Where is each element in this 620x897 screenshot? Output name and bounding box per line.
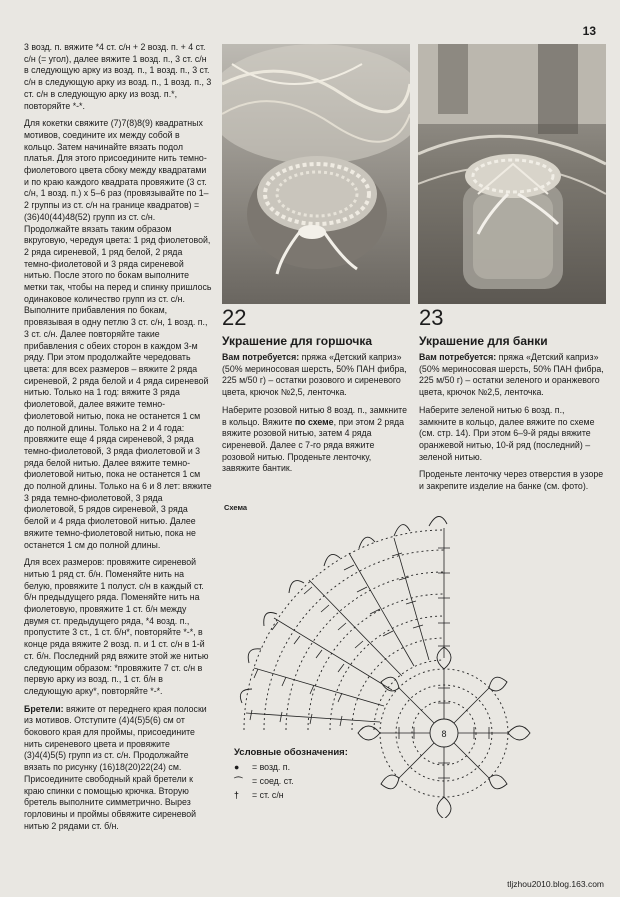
section-22-instr-a: Наберите розовой нитью 8 возд. п., замкните в кольцо. Вяжите [222,404,407,427]
legend-row [234,760,348,774]
chain-stitch-icon: ● [234,762,240,772]
straps-text: вяжите от переднего края полоски из мотивов. Отступите (4)4(5)5(6) см от бокового края для проймы, присоедините нить сиреневого цвета и провяжите (3)4(4)5(5) групп из ст. с/н. Продолжайте вязать по рисунку (16)18(20)22(24) см. Присоедините свободный край бретели к краю спинки с помощью крючка. Вторую бретель выполните симметрично. Вырез горловины и проймы обвяжите сиреневой нитью 2 рядами ст. б/н. [24,703,207,831]
section-22-instr-b: , при этом 2 ряда вяжите розовой нитью, затем 4 ряда сиреневой. Далее с 7-го ряда вяжите розовой нитью. Проденьте ленточку, завяжите бантик. [222,416,405,474]
legend-title: Условные обозначения: [234,747,348,758]
section-23-materials [419,352,604,399]
legend-row [234,788,348,802]
legend-text: = возд. п. [252,762,291,772]
section-23-instructions-2: Проденьте ленточку через отверстия в узоре и закрепите изделие на банке (см. фото). [419,469,604,492]
photo-pot-decoration [222,44,410,304]
diagram-legend [234,746,348,802]
section-23-text [419,352,604,499]
straps-heading: Бретели: [24,703,64,714]
section-23-materials-text: пряжа «Детский каприз» (50% мериносовая шерсть, 50% ПАН фибра, 225 м/50 г) – остатки зеленого и оранжевого цвета, крючок №2,5, ленточка. [419,352,604,398]
section-23-instructions-1: Наберите зеленой нитью 6 возд. п., замкните в кольцо, далее вяжите по схеме (см. стр. 14). При этом 6–9-й ряды вяжите оранжевой нитью, 10-й ряд (последний) – зеленой нитью. [419,404,595,462]
photo-jar-decoration [418,44,606,304]
paragraph-pattern-rows: 3 возд. п. вяжите *4 ст. с/н + 2 возд. п. + 4 ст. с/н (= угол), далее вяжите 1 возд. п., 3 ст. с/н в следующую арку из возд. п., 1 возд. п., 3 ст. с/н в следующую арку из возд. п., 1 возд. п., 3 ст. с/н в следующую арку из возд. п.*, повторяйте *-*. [24,42,212,111]
section-22-materials-label: Вам потребуется: [222,352,300,362]
section-23-materials-label: Вам потребуется: [419,352,497,362]
paragraph-all-sizes: Для всех размеров: провяжите сиреневой нитью 1 ряд ст. б/н. Поменяйте нить на белую, провяжите 1 полуст. с/н в каждый ст. б/н предыдущего ряда. Поменяйте нить на фиолетовую, провяжите 1 ст. б/н между двумя ст. предыдущего ряда, *4 возд. п., пропустите 3 ст., 1 ст. б/н*, повторяйте *-*, в конце ряда вяжите 2 возд. п. и 1 ст. с/н в 1-й ст. б/н. Последний ряд вяжите этой же нитью следующим образом: *провяжите 7 ст. с/н в первую арку из возд. п., 1 ст. б/н в следующую арку*, повторяйте *-*. [24,557,209,696]
section-22-title: Украшение для горшочка [222,334,373,348]
section-23-title: Украшение для банки [419,334,548,348]
diagram-center-number: 8 [441,729,447,739]
section-22-materials-text: пряжа «Детский каприз» (50% мериносовая шерсть, 50% ПАН фибра, 225 м/50 г) – остатки розового и сиреневого цвета, крючок №2,5, ленточка. [222,352,407,398]
paragraph-straps [24,704,212,833]
section-23-number: 23 [419,305,444,330]
page-number: 13 [582,24,596,38]
slip-stitch-icon: ⌒ [234,776,243,786]
diagram-label: Схема [224,503,248,512]
double-crochet-icon: † [234,790,239,800]
section-22-instructions [222,405,407,475]
watermark-url: tljzhou2010.blog.163.com [507,879,604,889]
legend-text: = соед. ст. [252,776,294,786]
legend-row [234,774,348,788]
section-22-number: 22 [222,305,247,330]
section-22-instr-bold: по схеме [294,416,334,427]
left-column-text [24,42,212,838]
paragraph-yoke: Для кокетки свяжите (7)7(8)8(9) квадратных мотивов, соедините их между собой в кольцо. Затем начинайте вязать подол платья. Для этого присоедините нить темно-фиолетового цвета сбоку между квадратами и по краю каждого квадрата провяжите (3 ст. с/н, 1 возд. п.) х 5–6 раз (провязывайте по 1–2 группы из ст. с/н на границе квадратов) = (36)40(44)48(52) групп из ст. с/н. Продолжайте вязать таким образом вкруговую, чередуя цвета: 1 ряд фиолетовой, 2 ряда сиреневой, 1 ряд белой, 2 ряда темно-фиолетовой и 3 ряда сиреневой нитью. После этого по бокам выполните метки так, чтобы на перед и спинку пришлось одинаковое количество групп из ст. с/н. Выполните прибавления по бокам, провязывая в одну петлю 3 ст. с/н, 1 возд. п., 3 ст. с/н. Далее повторяйте такие прибавления с обеих сторон в каждом 3-м ряду. При этом продолжайте чередовать цвета: для всех размеров – вяжите 2 ряда сиреневой, 2 ряда белой и 4 ряда сиреневой нитью. Только на 1 год: вяжите 3 ряда фиолетовой, далее вяжите темно-фиолетовой нитью, пока не останется 1 см до полной длины. Только на 2 и 4 года: провяжите еще 4 ряда сиреневой, 3 ряда темно-фиолетовой, 3 ряда фиолетовой и 3 ряда белой нитью. Далее вяжите темно-фиолетовой нитью, пока не останется 1 см до полной длины. Только на 6 и 8 лет: вяжите 3 ряда темно-фиолетовой, 3 ряда фиолетовой, 5 рядов сиреневой, 3 ряда белой и 4 ряда фиолетовой нитью. Далее вяжите темно-фиолетовой нитью, пока не останется 1 см до полной длины. [24,118,212,550]
legend-text: = ст. с/н [252,790,284,800]
section-22-text [222,352,407,481]
section-22-materials [222,352,407,399]
